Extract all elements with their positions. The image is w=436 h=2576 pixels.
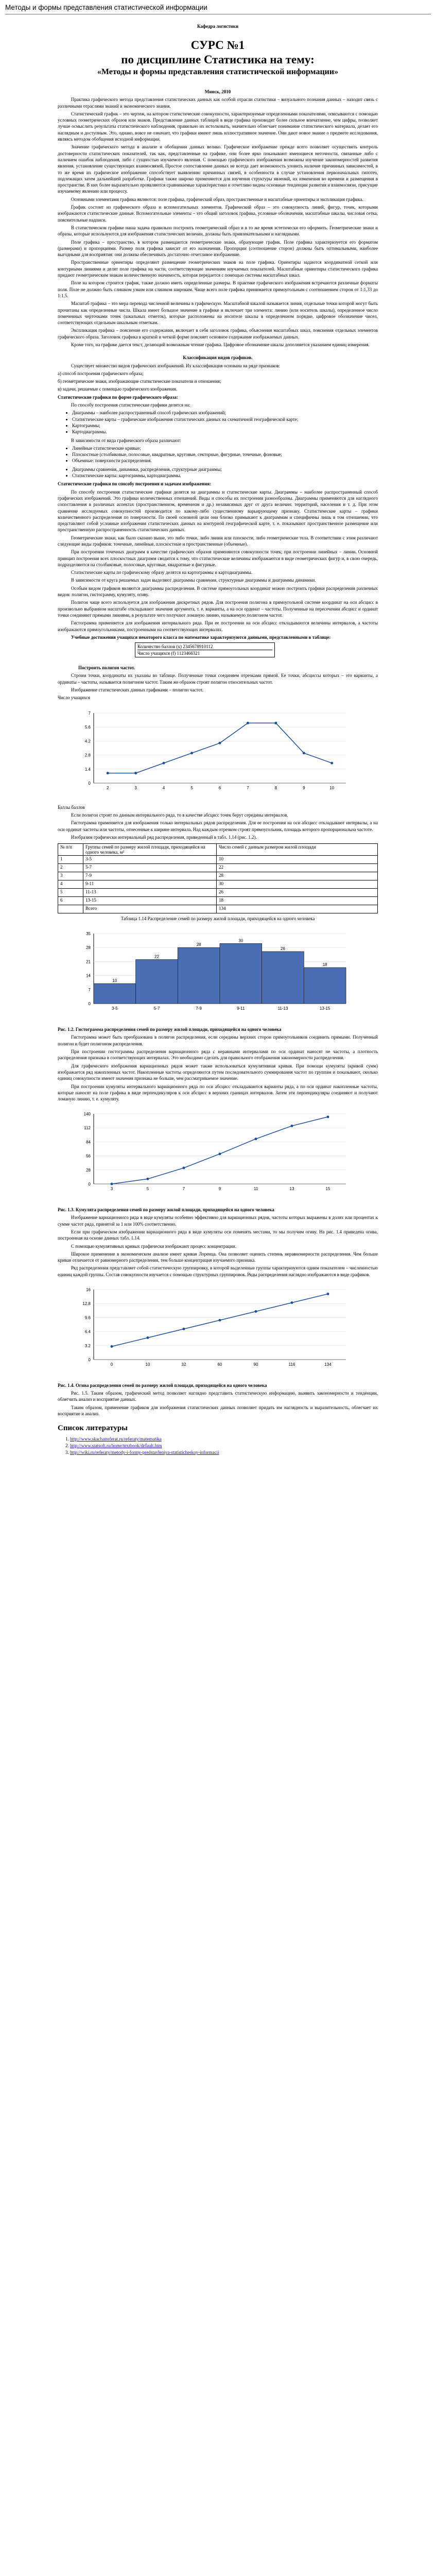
x-tick-label: 90 — [253, 1362, 258, 1367]
families-table — [58, 843, 378, 913]
data-point — [183, 1328, 185, 1330]
data-label: 18 — [322, 962, 327, 968]
body-paragraph: Пространственные ориентиры определяют размещение геометрических знаков на поле графика. Ориентиры задаются координатной сеткой или контурными линиями и делят поле графика на части, соответствующие значениям изучаемых показателей. Масштабные ориентиры статистического графика придают геометрическим знакам количественную значимость, которая передается с помощью системы масштабных шкал. — [58, 260, 378, 278]
y-tick-label: 0 — [88, 1002, 91, 1007]
y-tick-label: 28 — [86, 945, 91, 951]
x-tick-label: 0 — [110, 1362, 113, 1367]
figure-caption: Рис. 1.3. Кумулята распределения семей по размеру жилой площади, приходящейся на одного человека — [58, 1207, 274, 1213]
data-point — [255, 1138, 257, 1140]
intro-paragraph: Значение графического метода в анализе и обобщении данных велико. Графическое изображение прежде всего позволяет осуществить контроль достоверности статистических показателей, так как, представленные на графике, они более ярко показывают имеющиеся неточности, связанные либо с наличием ошибок наблюдения, либо с сущностью изучаемого явления. С помощью графического изображения возможны изучение закономерностей развития явления, установление существующих взаимосвязей. Простое сопоставление данных не всегда дает возможность уловить наличие причинных зависимостей, в то же время их графическое изображение способствует выявлению причинных связей, в особенности в случае установления первоначальных гипотез, подлежащих затем дальнейшей разработке. Графики также широко применяются для изучения структуры явлений, их изменения во времени и размещения в пространстве. В них более выразительно проявляются сравниваемые характеристики и отчетливо видны основные тенденции развития и взаимосвязи, присущие изучаемому явлению или процессу. — [58, 144, 378, 194]
intro-paragraph: График состоит из графического образа и вспомогательных элементов. Графический образ – это совокупность линий, фигур, точек, которыми изображаются статистические данные. Вспомогательные элементы – это общий заголовок графика, условные обозначения, масштабные шкалы, числовая сетка, пояснительные надписи. — [58, 205, 378, 223]
x-tick-label: 13-15 — [319, 1006, 330, 1011]
intro-paragraph: Статистический график – это чертеж, на котором статистические совокупности, характеризуемые определенными показателями, описываются с помощью условных геометрических образов или знаков. Представление данных таблицей в виде графика производит более сильное впечатление, чем цифры, позволяет лучше осмыслить результаты статистического наблюдения, правильно их истолковать, значительно облегчает понимание статистического материала, делает его наглядным и доступным. Это, однако, вовсе не означает, что графики имеют лишь иллюстративное значение. Они дают новое знание о предмете исследования, являясь методом обобщения исходной информации. — [58, 111, 378, 142]
table-cell: 11-13 — [83, 889, 217, 897]
x-tick-label: 116 — [288, 1362, 295, 1367]
students-label: Число учащихся (f) — [137, 651, 176, 656]
x-tick-label: 5 — [146, 1187, 149, 1192]
table-cell: 30 — [217, 880, 378, 889]
data-point — [303, 752, 305, 754]
histogram-chart — [58, 926, 378, 1019]
data-point — [147, 1336, 149, 1339]
bar-paragraph: Полигон чаще всего используется для изображения дискретных рядов. Для построения полигона в прямоугольной системе координат на оси абсцисс в произвольно выбранном масштабе откладывают значения аргумента, т. е. варианты, а на оси ординат – частоты. Полученные на пересечении абсцисс и ординат точки соединяют прямыми линиями, в результате чего получают ломаную линию, называемую полигоном частот. — [58, 600, 378, 618]
diagrams-heading: Статистические графики по способу построения и задачам изображения: — [58, 481, 212, 487]
data-point — [219, 741, 221, 744]
table-cell: 13-15 — [83, 897, 217, 905]
x-tick-label: 7 — [247, 785, 249, 790]
figure-caption: Рис. 1.4. Огива распределения семей по размеру жилой площади, приходящейся на одного человека — [58, 1383, 267, 1388]
data-point — [111, 1183, 113, 1185]
list-item: • Плоскостные (столбиковые, полосовые, квадратные, круговые, секторные, фигурные, точечные, фоновые; — [72, 451, 378, 457]
list-item: • Картодиаграммы. — [72, 429, 378, 435]
y-tick-label: 3.2 — [84, 1343, 91, 1348]
y-tick-label: 84 — [86, 1140, 91, 1145]
table-cell: 9-11 — [83, 880, 217, 889]
body-paragraph: Масштаб графика – это мера перевода численной величины в графическую. Масштабной шкалой называется линия, отдельные точки которой могут быть прочитаны как определенные числа. Шкала имеет большое значение в графике и включает три элемента: линию (или носитель шкалы), определенное число помеченных черточками точек (шкальных отметок), которые расположены на носителе шкалы в определенном порядке, цифровое обозначение чисел, соответствующих отдельным шкальным отметкам. — [58, 301, 378, 326]
title-line-3: «Методы и формы представления статистической информации» — [97, 67, 339, 76]
geo-lead: В зависимости от вида графического образа различают: — [71, 437, 182, 443]
table-body — [58, 856, 378, 913]
ogive-paragraph: Широкое применение в экономическом анализе имеет кривая Лоренца. Она позволяет оценить степень неравномерности распределения. Чем больше кривая отличается от равномерного распределения, тем больше концентрация изучаемого признака. — [58, 1251, 378, 1263]
students-values: 1123466321 — [177, 651, 200, 656]
x-tick-label: 15 — [325, 1187, 330, 1192]
title-line-2: по дисциплине Статистика на тему: — [121, 53, 315, 66]
y-tick-label: 0 — [88, 781, 91, 786]
polygon-paragraph: Изображение статистических данных графиками – полигон частот. — [71, 687, 203, 693]
table-cell: 26 — [217, 889, 378, 897]
list-item: • Картограммы; — [72, 422, 378, 429]
body-paragraph: Поле графика – пространство, в котором размещаются геометрические знаки, образующие график. Поле графика характеризуется его форматом (размерами) и пропорциями. Размер поля графика зависит от его назначения. Пропорции (соотношение сторон) должны быть оптимальными, наиболее выгодными для восприятия: они должны обеспечивать достаточно отчетливое изображение. — [58, 239, 378, 258]
data-point — [247, 722, 249, 724]
y-tick-label: 9.6 — [84, 1315, 91, 1320]
cumulate-paragraph: При построении гистограммы распределения вариационного ряда с неравными интервалами по оси ординат наносят не частоты, а плотность распределения признака в соответствующих интервалах. Это необходимо сделать для правильного отображения закономерности распределения. — [58, 1049, 378, 1061]
polygon-paragraph: Строим точки, координаты их указаны во таблице. Полученные точки соединяем отрезками прямой. Ее точки, абсциссы которых – это варианты, а ординаты – частоты, называется полигоном частот. Таким же образом строят полигон относительных частот. — [58, 673, 378, 685]
table-row — [58, 880, 378, 889]
data-label: 28 — [196, 942, 201, 947]
data-point — [107, 772, 109, 774]
cumulate-paragraph: Для графического изображения вариационных рядов может также использоваться кумулятивная кривая. При помощи кумуляты (кривой сумм) изображается ряд накопленных частот. Накопленные частоты определяются путем последовательного суммирования частот по группам и показывают, сколько единиц совокупности имеют значения признака не больше, чем рассматриваемое значение. — [58, 1063, 378, 1081]
bar-paragraph: Учебные достижения учащихся некоторого класса по математике характеризуются данными, представленными в таблице: — [71, 634, 331, 640]
polygon-heading: Построить полигон частот. — [78, 665, 135, 671]
table-row — [58, 897, 378, 905]
table-row — [58, 905, 378, 913]
y-tick-label: 28 — [86, 1168, 91, 1173]
series-line — [108, 723, 332, 773]
table-cell: 1 — [58, 856, 83, 864]
data-point — [291, 1301, 293, 1304]
stat-graphs-heading: Статистические графики по форме графического образа: — [58, 394, 178, 400]
bar — [220, 944, 262, 1004]
stat-type-list — [58, 466, 378, 479]
data-point — [274, 722, 277, 724]
data-point — [147, 1178, 149, 1180]
classification-item: б) геометрические знаки, изображающие статистические показатели и отношения; — [58, 379, 221, 384]
y-tick-label: 35 — [86, 931, 91, 937]
diagrams-paragraph: Геометрические знаки, как было сказано выше, это либо точки, либо линии или плоскости, либо геометрические тела. В соответствии с этим различают следующие виды графиков: точечные, линейные, плоскостные и пространственные (объемные). — [58, 535, 378, 547]
closing-paragraph: Таким образом, применение графиков для изображения статистических данных позволяет придать им наглядность и выразительность, облегчает их восприятие и анализ. — [58, 1404, 378, 1416]
table-header-row — [58, 844, 378, 856]
chart-x-caption: Баллы баллов — [58, 804, 85, 810]
reference-item — [70, 1436, 378, 1443]
table-cell: 22 — [217, 864, 378, 872]
y-tick-label: 0 — [88, 1182, 91, 1187]
ogive-paragraph: Если при графическом изображении вариационного ряда в виде кумуляты оси поменять местами, то мы получим огиву. На рис. 1.4 приведена огива, построенная на основе данных табл. 1.14. — [58, 1229, 378, 1241]
reference-link[interactable]: http://www.statsoft.ru/home/textbook/default.htm — [70, 1443, 162, 1449]
scores-values: 2345678910112 — [183, 644, 213, 650]
x-tick-label: 9 — [303, 785, 305, 790]
table-cell: 6 — [58, 897, 83, 905]
table-row — [58, 872, 378, 880]
reference-item — [70, 1449, 378, 1456]
references-list — [58, 1436, 378, 1456]
purpose-lead: По способу построения статистические графики делятся на: — [71, 402, 190, 408]
data-label: 10 — [112, 978, 117, 984]
col-header: Группы семей по размеру жилой площади, приходящейся на одного человека, м² — [83, 844, 217, 856]
table-cell: 7-9 — [83, 872, 217, 880]
document-header-title: Методы и формы представления статистической информации — [5, 4, 207, 11]
y-tick-label: 6.4 — [84, 1329, 91, 1334]
data-point — [163, 761, 165, 764]
place-year: Минск, 2010 — [204, 89, 231, 94]
table-cell: 4 — [58, 880, 83, 889]
table-cell: 18 — [217, 897, 378, 905]
table-note: Таблица 1.14 Распределение семей по размеру жилой площади, приходящейся на одного человека — [120, 916, 315, 922]
classification-item: в) задачи, решаемые с помощью графического изображения. — [58, 386, 178, 392]
diagrams-paragraph: В зависимости от круга решаемых задач выделяют диаграммы сравнения, структурные диаграммы и диаграммы динамики. — [71, 578, 316, 583]
list-item: • Статистические карты: картограммы, картодиаграммы. — [72, 472, 378, 479]
list-item: • Объемные: поверхности распределения. — [72, 457, 378, 464]
chart-y-caption: Число учащихся — [58, 695, 91, 701]
ogive-paragraph: С помощью кумулятивных кривых графически изображают процесс концентрации. — [71, 1243, 237, 1249]
classification-lead: Существует множество видов графических изображений. Их классификация основана на ряде признаков: — [71, 363, 281, 368]
list-item: • Диаграммы – наиболее распространенный способ графических изображений; — [72, 410, 378, 416]
list-item: • Диаграммы сравнения, динамики, распределения, структурные диаграммы; — [72, 466, 378, 472]
x-tick-label: 32 — [181, 1362, 186, 1367]
ogive-paragraph: Ряд распределения представляет собой статистическую группировку, в которой выделенные группы характеризуются одним показателем – численностью единиц каждой группы. Состав совокупности изучается с помощью структурных группировок. Ряды распределения наглядно изображаются в виде графиков. — [58, 1265, 378, 1277]
col-header: Число семей с данным размером жилой площади — [217, 844, 378, 856]
body-paragraph: Экспликация графика – пояснение его содержания, включает в себя заголовок графика, объяснения масштабных шкал, пояснения отдельных элементов графического образа. Заголовок графика в краткой и четкой форме поясняет основное содержание изображаемых данных. — [58, 328, 378, 340]
data-point — [255, 1310, 257, 1313]
data-point — [327, 1293, 329, 1295]
y-tick-label: 140 — [83, 1112, 91, 1117]
data-point — [291, 1125, 293, 1127]
intro-paragraph: Основными элементами графика являются: поле графика, графический образ, пространственные и масштабные ориентиры и экспликация графика. — [71, 196, 363, 202]
geo-type-list — [58, 445, 378, 464]
x-tick-label: 3 — [134, 785, 137, 790]
hist-paragraph: Если полигон строят по данным интервального ряда, то в качестве абсцисс точек берут середины интервалов. — [71, 812, 288, 818]
table-row — [58, 864, 378, 872]
x-tick-label: 11 — [253, 1187, 258, 1192]
table-cell: 3-5 — [83, 856, 217, 864]
diagrams-paragraph: При построении точечных диаграмм в качестве графических образов применяются совокупности точек; при построении линейных – линии. Основной принцип построения всех плоскостных диаграмм сводится к тому, что статистические величины изображаются в виде геометрических фигур и, в свою очередь, подразделяются на столбиковые, полосовые, круговые, квадратные и фигурные. — [58, 549, 378, 567]
intro-paragraph: Практика графического метода представления статистических данных как особой отрасли статистики – визуального познания данных – находит связь с различными отраслями знаний и экономического знания. — [58, 97, 378, 109]
table-cell: 134 — [217, 905, 378, 913]
data-point — [219, 1319, 221, 1321]
data-point — [219, 1153, 221, 1156]
y-tick-label: 0 — [88, 1358, 91, 1363]
x-tick-label: 9-11 — [237, 1006, 245, 1011]
title-line-1: СУРС №1 — [190, 39, 245, 52]
x-tick-label: 11-13 — [277, 1006, 288, 1011]
content-column — [58, 19, 378, 1456]
data-point — [134, 772, 137, 774]
data-point — [330, 761, 333, 764]
bar — [178, 948, 220, 1004]
table-cell: 5-7 — [83, 864, 217, 872]
hist-paragraph: Гистограмма применяется для изображения только интервальных рядов распределения. Для ее построения на оси абсцисс откладывают интервалы, а на оси ординат частоты или частоты, отнесенные к ширине интервала. Над каждым отрезком строят прямоугольник, площадь которого пропорциональна частоте. — [58, 820, 378, 832]
polygon-chart — [58, 706, 378, 799]
figure-caption: Рис. 1.2. Гистограмма распределения семей по размеру жилой площади, приходящейся на одного человека — [58, 1027, 282, 1032]
table-caption: Изобразим графически интервальный ряд распределения, приведенный в табл. 1.14 (рис. 1.2). — [71, 834, 257, 840]
body-paragraph: Кроме того, на графике дается текст, делающий возможным чтение графика. Цифровое обозначение шкалы дополняется указанием единиц измерения. — [71, 342, 370, 347]
data-point — [183, 1167, 185, 1170]
diagrams-paragraph: Особым видом графиков являются диаграммы распределения. В системе прямоугольных координат можно построить графики распределения различных видов: полигон, гистограмму, кумуляту, огиву. — [58, 585, 378, 598]
scores-box — [135, 642, 275, 657]
cumulate-chart — [58, 1107, 378, 1199]
x-tick-label: 7-9 — [196, 1006, 202, 1011]
y-tick-label: 12.8 — [82, 1301, 91, 1307]
intro-paragraph: В статистическом графике наша задача правильно построить геометрический образ и в то же время эстетически его оформить. Геометрические знаки и образы, которые используются для изображения статистических величин, должны быть привлекательными и наглядными. — [58, 225, 378, 237]
cumulate-paragraph: При построении кумуляты интервального вариационного ряда по оси абсцисс откладываются варианты ряда, а по оси ординат накопленные частоты, которые наносят на поле графика в виде перпендикуляров к оси абсцисс в верхних границах интервалов. Затем эти перпендикуляры соединяют и получают ломаную линию, т. е. кумуляту. — [58, 1083, 378, 1102]
bar — [262, 952, 304, 1004]
data-point — [111, 1345, 113, 1348]
x-tick-label: 13 — [289, 1187, 294, 1192]
closing-paragraph: Рис. 1.5. Таким образом, графический метод позволяет наглядно представить статистическую информацию, выявить закономерности и тенденции, облегчить анализ и восприятие данных. — [58, 1391, 378, 1402]
graph-type-list — [58, 410, 378, 435]
x-tick-label: 3-5 — [112, 1006, 118, 1011]
y-tick-label: 2.8 — [84, 753, 91, 758]
y-tick-label: 7 — [88, 988, 91, 993]
y-tick-label: 16 — [86, 1287, 91, 1293]
y-tick-label: 14 — [86, 974, 91, 979]
classification-heading: Классификация видов графиков. — [183, 355, 253, 361]
y-tick-label: 56 — [86, 1154, 91, 1159]
table-cell: Всего — [83, 905, 217, 913]
x-tick-label: 6 — [218, 785, 221, 790]
cumulate-paragraph: Гистограмма может быть преобразована в полигон распределения, если середины верхних сторон прямоугольников соединить прямыми. Полученный полигон и будет полигоном распределения. — [58, 1035, 378, 1046]
x-tick-label: 5 — [190, 785, 193, 790]
table-cell: 2 — [58, 864, 83, 872]
series-line — [112, 1117, 328, 1184]
table-cell: 10 — [217, 856, 378, 864]
x-tick-label: 134 — [324, 1362, 332, 1367]
bar — [94, 984, 136, 1004]
y-tick-label: 1.4 — [84, 767, 91, 772]
references-title: Список литературы — [58, 1424, 128, 1433]
table-cell: 28 — [217, 872, 378, 880]
ogive-chart — [58, 1282, 378, 1375]
data-label: 30 — [238, 938, 243, 943]
diagrams-paragraph: Статистические карты по графическому образу делятся на картограммы и картодиаграммы. — [71, 570, 253, 575]
reference-link[interactable]: http://www.skachatreferat.ru/referaty/matematika — [70, 1436, 162, 1442]
x-tick-label: 5-7 — [153, 1006, 160, 1011]
scores-label: Количество баллов (x) — [137, 644, 182, 650]
bar — [136, 960, 178, 1004]
list-item: • Линейные статистические кривые; — [72, 445, 378, 451]
y-tick-label: 112 — [84, 1126, 91, 1131]
y-tick-label: 4.2 — [84, 739, 91, 744]
classification-item: а) способ построения графического образа; — [58, 370, 144, 376]
y-tick-label: 5.6 — [84, 724, 91, 730]
body-paragraph: Поле на котором строится график, также должно иметь определенные размеры. В практике графического изображения встречаются различные форматы поля. Поле не должно быть слишком узким или слишком широким. Чаще всего поле графика принимается прямоугольным с соотношением сторон от 1:1,33 до 1:1,5. — [58, 280, 378, 298]
y-tick-label: 7 — [88, 710, 91, 716]
x-tick-label: 8 — [274, 785, 277, 790]
x-tick-label: 3 — [110, 1187, 113, 1192]
diagrams-paragraph: По способу построения статистические графики делятся на диаграммы и статистические карты. Диаграммы – наиболее распространенный способ графических изображений. Это графики количественных отношений. Виды и способы их построения разнообразны. Диаграммы применяются для наглядного сопоставления в различных аспектах (пространственном, временном и др.) независимых друг от друга величин: территорий, населения и т. д. При этом сравнение исследуемых совокупностей производится по какому-либо существенному варьирующему признаку. Статистические карты – графики количественного распределения по поверхности. По своей основной цели они близко примыкают к диаграммам и специфичны лишь в том отношении, что представляют собой условные изображения статистических данных на контурной географической карте, т. е. показывают пространственное размещение или пространственную распространенность статистических данных. — [58, 489, 378, 533]
department-label: Кафедра логистики — [197, 24, 239, 29]
reference-item — [70, 1443, 378, 1449]
x-tick-label: 10 — [329, 785, 335, 790]
x-tick-label: 60 — [217, 1362, 222, 1367]
ogive-paragraph: Изображение вариационного ряда в виде кумуляты особенно эффективно для вариационных рядов, частоты которых выражены в долях или процентах к сумме частот ряда, принятой за 1 или 100% соответственно. — [58, 1215, 378, 1227]
bar — [304, 968, 346, 1004]
y-tick-label: 21 — [86, 959, 91, 964]
reference-link[interactable]: http://wiki.ru/referaty/metody-i-formy-predstavleniya-statisticheskoy-informacii — [70, 1450, 219, 1455]
col-header: № п/п — [58, 844, 83, 856]
list-item: • Статистические карты – графические изображения статистических данных на схематичной географической карте; — [72, 416, 378, 422]
data-label: 26 — [281, 946, 285, 952]
x-tick-label: 2 — [106, 785, 109, 790]
x-tick-label: 10 — [145, 1362, 150, 1367]
x-tick-label: 7 — [182, 1187, 185, 1192]
table-cell — [58, 905, 83, 913]
table-cell: 3 — [58, 872, 83, 880]
table-row — [58, 889, 378, 897]
data-label: 22 — [154, 954, 159, 959]
data-point — [327, 1116, 329, 1118]
x-tick-label: 9 — [218, 1187, 221, 1192]
x-tick-label: 4 — [162, 785, 165, 790]
bar-paragraph: Гистограмма применяется для изображения интервального ряда. При ее построении на оси абсцисс откладываются величины интервалов, а частоты изображаются прямоугольниками, построенными на соответствующих интервалах. — [58, 620, 378, 632]
data-point — [190, 752, 193, 754]
table-cell: 5 — [58, 889, 83, 897]
table-row — [58, 856, 378, 864]
